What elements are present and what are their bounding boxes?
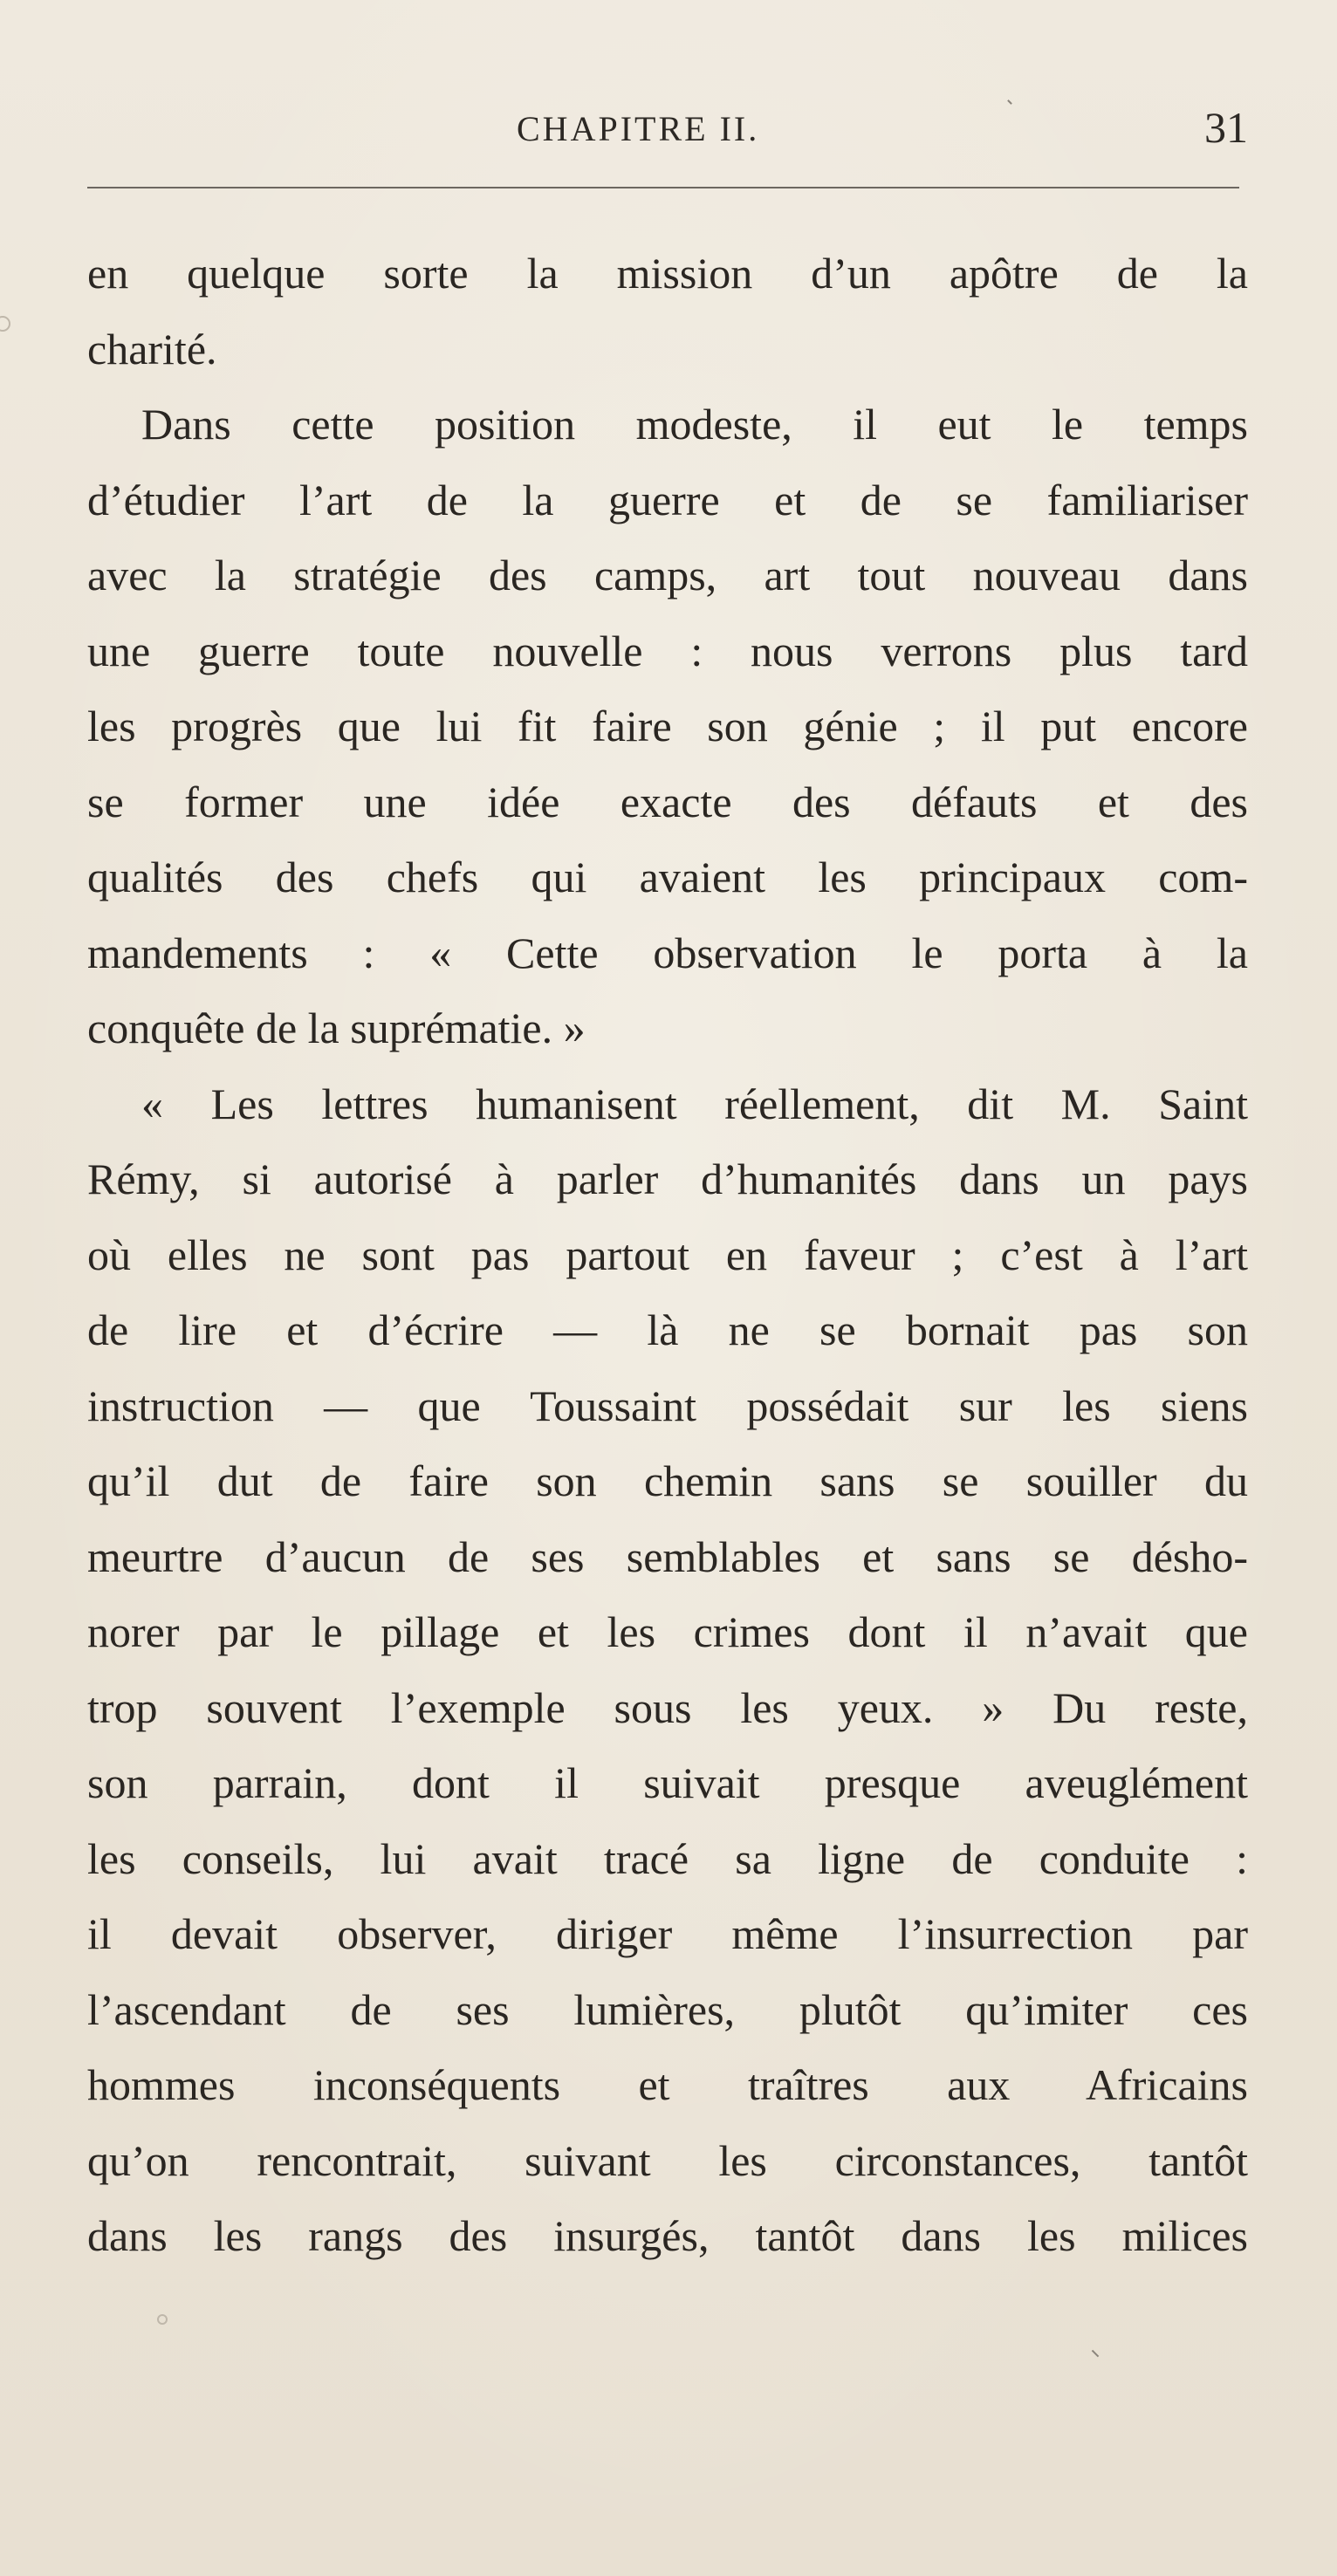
text-line: charité. [87, 324, 217, 373]
text-line: norer par le pillage et les crimes dont il n’avait que [87, 1607, 1248, 1656]
text-line: meurtre d’aucun de ses semblables et sans se désho- [87, 1531, 1248, 1581]
text-line: les conseils, lui avait tracé sa ligne de conduite : [87, 1833, 1248, 1883]
text-line: mandements : « Cette observation le porta à la [87, 928, 1248, 977]
text-line: qu’il dut de faire son chemin sans se souiller du [87, 1456, 1248, 1505]
text-line: conquête de la suprématie. » [87, 1004, 586, 1052]
text-line: Dans cette position modeste, il eut le temps [141, 400, 1248, 449]
body-text [87, 236, 1248, 2274]
text-line: se former une idée exacte des défauts et des [87, 777, 1248, 826]
text-line: les progrès que lui fit faire son génie ; il put encore [87, 702, 1248, 750]
text-line: de lire et d’écrire — là ne se bornait pas son [87, 1305, 1248, 1354]
text-line: avec la stratégie des camps, art tout nouveau dans [87, 551, 1248, 599]
paper-blemish [157, 2314, 168, 2325]
text-line: qualités des chefs qui avaient les principaux com- [87, 853, 1248, 901]
text-line: dans les rangs des insurgés, tantôt dans les milices [87, 2211, 1248, 2260]
text-line: qu’on rencontrait, suivant les circonstances, tantôt [87, 2135, 1248, 2185]
paper-blemish [0, 316, 10, 332]
text-line: une guerre toute nouvelle : nous verrons plus tard [87, 626, 1248, 675]
running-header [87, 103, 1248, 164]
header-rule [87, 187, 1239, 188]
text-line: trop souvent l’exemple sous les yeux. » Du reste, [87, 1682, 1248, 1732]
text-line: en quelque sorte la mission d’un apôtre de la [87, 249, 1248, 298]
text-line: instruction — que Toussaint possédait sur les siens [87, 1380, 1248, 1430]
text-line: Rémy, si autorisé à parler d’humanités dans un pays [87, 1154, 1248, 1203]
paper-mark [1092, 2350, 1099, 2357]
page-number: 31 [1204, 103, 1248, 152]
text-line: « Les lettres humanisent réellement, dit M. Saint [141, 1079, 1248, 1128]
text-line: son parrain, dont il suivait presque aveuglément [87, 1758, 1248, 1807]
text-line: hommes inconséquents et traîtres aux Africains [87, 2060, 1248, 2109]
running-title: CHAPITRE II. [517, 109, 760, 148]
text-line: l’ascendant de ses lumières, plutôt qu’imiter ces [87, 1984, 1248, 2034]
text-line: d’étudier l’art de la guerre et de se familiariser [87, 475, 1248, 524]
text-line: où elles ne sont pas partout en faveur ; c’est à l’art [87, 1230, 1248, 1279]
text-line: il devait observer, diriger même l’insurrection par [87, 1909, 1248, 1958]
